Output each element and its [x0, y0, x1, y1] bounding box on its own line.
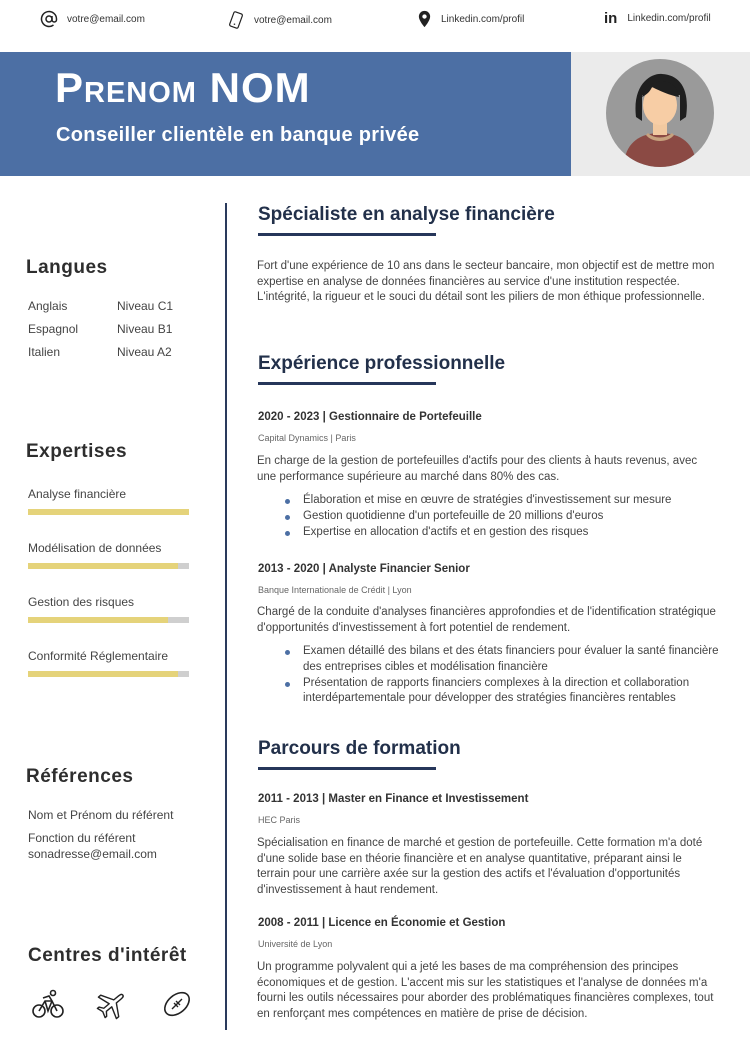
list-item: Gestion quotidienne d'un portefeuille de 20 millions d'euros — [285, 509, 725, 525]
contact-linkedin-2-text: Linkedin.com/profil — [627, 13, 711, 24]
list-item: Présentation de rapports financiers complexes à la direction et collaboration interdépartementale pour développer des stratégies financières rentables — [285, 676, 725, 707]
expertises-title: Expertises — [26, 441, 128, 462]
experience-underline — [258, 382, 436, 385]
contact-linkedin-1-text: Linkedin.com/profil — [441, 13, 525, 25]
profile-title: Spécialiste en analyse financière — [258, 204, 555, 225]
skill-label: Analyse financière — [28, 487, 127, 501]
skill-bar — [28, 617, 189, 623]
skill-bar — [28, 671, 189, 677]
language-row — [28, 299, 198, 313]
contact-phone[interactable] — [227, 10, 332, 30]
job-description: En charge de la gestion de portefeuilles d'actifs pour des clients à hauts revenus, avec une performance supérieure au marché dans 80% des cas. — [257, 455, 698, 483]
skill-bar-fill — [28, 617, 168, 623]
location-pin-icon — [417, 10, 432, 28]
contact-email[interactable] — [40, 10, 145, 28]
job-description: Chargé de la conduite d'analyses financières approfondies et de l'identification stratégique d'opportunités d'investissement à fort potentiel de rendement. — [257, 606, 716, 634]
education-title: Parcours de formation — [258, 738, 461, 759]
skill-label: Gestion des risques — [28, 595, 135, 609]
reference-role: Fonction du référent — [28, 831, 136, 845]
reference-email[interactable]: sonadresse@email.com — [28, 847, 157, 861]
experience-title: Expérience professionnelle — [258, 353, 506, 374]
linkedin-icon: in — [604, 10, 618, 27]
education-heading: 2008 - 2011 | Licence en Économie et Gestion — [258, 917, 506, 929]
contact-linkedin-1[interactable] — [417, 10, 524, 28]
skill-bar-fill — [28, 509, 189, 515]
language-name: Italien — [28, 345, 61, 359]
job-heading: 2020 - 2023 | Gestionnaire de Portefeuille — [258, 411, 482, 423]
language-level: Niveau C1 — [117, 299, 174, 313]
education-school: Université de Lyon — [258, 939, 333, 949]
job-title: Conseiller clientèle en banque privée — [56, 124, 420, 146]
contact-bar — [0, 0, 750, 52]
list-item: Élaboration et mise en œuvre de stratégies d'investissement sur mesure — [285, 493, 725, 509]
references-title: Références — [26, 766, 134, 787]
education-description: Un programme polyvalent qui a jeté les bases de ma compréhension des principes économiques et de gestion. L'accent mis sur les statistiques et l'analyse de données m'a fourni les outils nécessaires pour aborder des problématiques financières complexes, tout en renforçant mes compétences en matière de prise de décision. — [257, 961, 714, 1020]
contact-email-text: votre@email.com — [67, 13, 145, 25]
skill-bar — [28, 509, 189, 515]
skill-label: Conformité Réglementaire — [28, 649, 169, 663]
candidate-name — [55, 64, 311, 112]
language-name: Anglais — [28, 299, 68, 313]
education-school: HEC Paris — [258, 815, 301, 825]
avatar — [606, 59, 714, 167]
education-description: Spécialisation en finance de marché et gestion de portefeuille. Cette formation m'a doté d'une solide base en théorie financière et en analyse quantitative, préparant ainsi le terrain pour une carrière axée sur la gestion des actifs et l'évaluation d'opportunités d'investissement à haut rendement. — [257, 837, 703, 896]
skill-bar-fill — [28, 563, 178, 569]
at-icon — [40, 10, 58, 28]
job-company: Banque Internationale de Crédit | Lyon — [258, 585, 412, 595]
language-row — [28, 322, 198, 336]
bicycle-icon — [32, 988, 64, 1020]
language-name: Espagnol — [28, 322, 79, 336]
list-item: Examen détaillé des bilans et des états financiers pour évaluer la santé financière des entreprises cibles et modélisation financière — [285, 644, 725, 675]
contact-phone-text: votre@email.com — [254, 14, 332, 26]
list-item: Expertise en allocation d'actifs et en gestion des risques — [285, 525, 725, 541]
skill-bar — [28, 563, 189, 569]
language-level: Niveau A2 — [117, 345, 172, 359]
languages-title: Langues — [26, 257, 108, 278]
first-name: Prenom — [55, 64, 197, 111]
airplane-icon — [95, 988, 129, 1020]
profile-underline — [258, 233, 436, 236]
language-level: Niveau B1 — [117, 322, 173, 336]
language-row — [28, 345, 198, 359]
contact-linkedin-2[interactable] — [604, 10, 711, 27]
column-divider — [225, 203, 227, 1030]
reference-name: Nom et Prénom du référent — [28, 808, 174, 822]
skill-label: Modélisation de données — [28, 541, 162, 555]
football-icon — [161, 988, 193, 1020]
education-heading: 2011 - 2013 | Master en Finance et Investissement — [258, 793, 529, 805]
phone-icon — [227, 10, 245, 30]
interests-title: Centres d'intérêt — [28, 945, 187, 966]
last-name: NOM — [209, 64, 311, 111]
job-bullets — [285, 644, 725, 707]
job-heading: 2013 - 2020 | Analyste Financier Senior — [258, 563, 470, 575]
skill-bar-fill — [28, 671, 178, 677]
profile-text: Fort d'une expérience de 10 ans dans le secteur bancaire, mon objectif est de mettre mon expertise en analyse de données financières au service d'une institution respectée. L'intégrité, la rigueur et le souci du détail sont les piliers de mon éthique professionnelle. — [257, 260, 715, 303]
education-underline — [258, 767, 436, 770]
job-company: Capital Dynamics | Paris — [258, 433, 356, 443]
job-bullets — [285, 493, 725, 541]
